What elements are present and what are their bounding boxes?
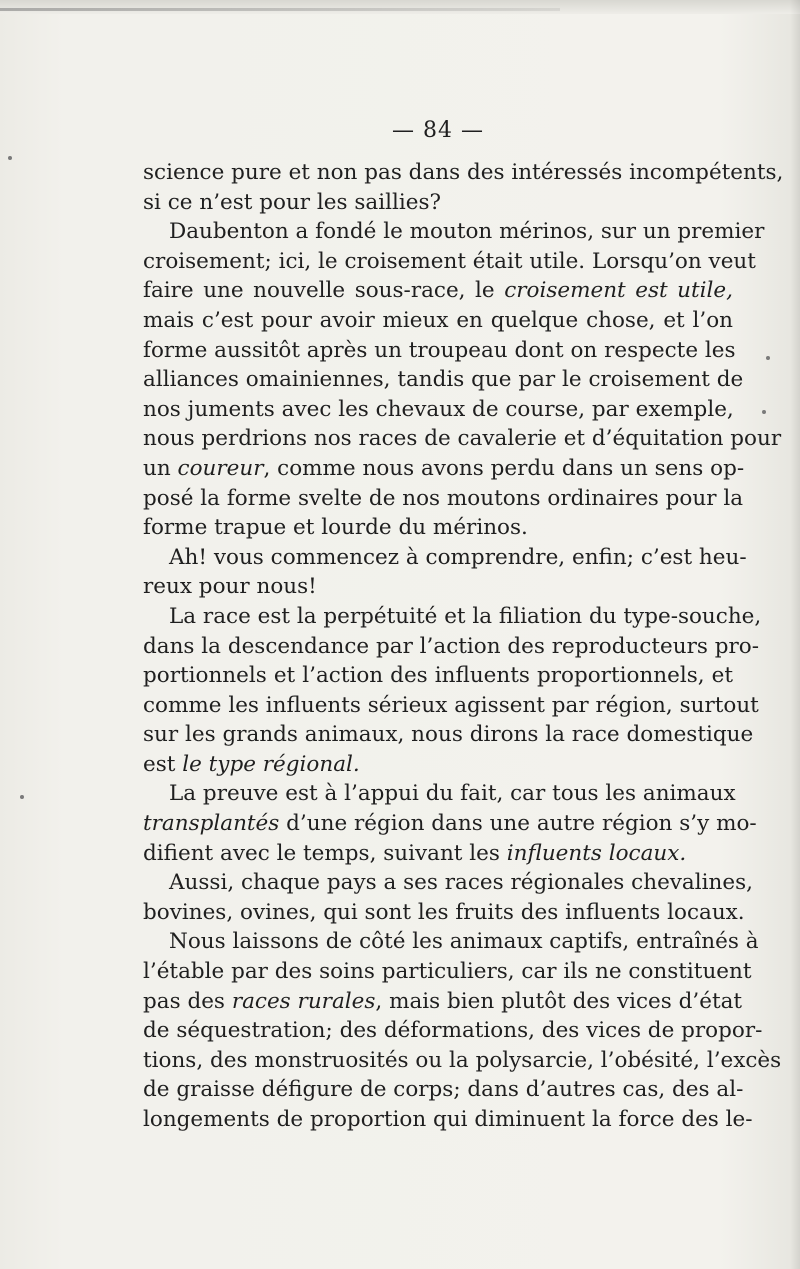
text-line: longements de proportion qui diminuent la force des le- xyxy=(143,1107,753,1132)
margin-mark xyxy=(8,156,12,160)
text-line: portionnels et l’action des influents proportionnels, et xyxy=(143,663,733,689)
text-line: de séquestration; des déformations, des vices de propor- xyxy=(143,1018,763,1044)
text-line: de graisse défigure de corps; dans d’autres cas, des al- xyxy=(143,1077,744,1103)
page-top-rule xyxy=(0,8,560,11)
text-line: tions, des monstruosités ou la polysarcie, l’obésité, l’excès xyxy=(143,1047,782,1073)
text-line: Nous laissons de côté les animaux captifs, entraînés à xyxy=(169,929,759,955)
margin-mark xyxy=(20,795,24,799)
text-run: difient avec le temps, suivant les xyxy=(143,840,507,866)
italic-run: coureur xyxy=(177,455,264,481)
text-line: reux pour nous! xyxy=(143,574,317,600)
text-run: faire une nouvelle sous-race, le xyxy=(143,278,505,304)
text-line: dans la descendance par l’action des reproducteurs pro- xyxy=(143,633,759,659)
italic-run: influents locaux. xyxy=(506,840,687,866)
text-run: pas des xyxy=(143,988,232,1014)
text-run: , mais bien plutôt des vices d’état xyxy=(375,988,743,1014)
text-run: est xyxy=(143,751,183,777)
italic-run: croisement est utile, xyxy=(504,278,733,304)
page-number: — 84 — xyxy=(392,118,484,143)
text-line: forme trapue et lourde du mérinos. xyxy=(143,515,528,541)
text-run: d’une région dans une autre région s’y mo- xyxy=(279,811,757,837)
text-line: La race est la perpétuité et la filiation du type-souche, xyxy=(169,603,762,629)
text-line xyxy=(143,750,733,780)
text-run: un xyxy=(143,455,178,481)
text-line: posé la forme svelte de nos moutons ordinaires pour la xyxy=(143,485,744,511)
text-line: Daubenton a fondé le mouton mérinos, sur un premier xyxy=(169,219,765,245)
margin-mark xyxy=(762,410,766,414)
page-top-edge xyxy=(0,0,800,14)
margin-mark xyxy=(766,356,770,360)
page-right-edge xyxy=(790,0,800,1269)
text-run: , comme nous avons perdu dans un sens op- xyxy=(263,455,745,481)
text-line: alliances omainiennes, tandis que par le croisement de xyxy=(143,367,744,393)
body-text xyxy=(143,158,784,1135)
italic-run: transplantés xyxy=(143,811,280,837)
text-line: nous perdrions nos races de cavalerie et d’équitation pour xyxy=(143,426,782,452)
text-line: nos juments avec les chevaux de course, par exemple, xyxy=(143,396,734,422)
text-line: si ce n’est pour les saillies? xyxy=(143,189,442,215)
italic-run: races rurales xyxy=(231,988,376,1014)
text-line: mais c’est pour avoir mieux en quelque chose, et l’on xyxy=(143,307,733,333)
text-line: comme les influents sérieux agissent par région, surtout xyxy=(143,692,759,718)
text-line: sur les grands animaux, nous dirons la race domestique xyxy=(143,722,754,748)
text-line: bovines, ovines, qui sont les fruits des influents locaux. xyxy=(143,899,745,925)
text-line: La preuve est à l’appui du fait, car tous les animaux xyxy=(169,781,736,807)
text-line xyxy=(143,454,745,484)
text-line: l’étable par des soins particuliers, car ils ne constituent xyxy=(143,959,752,985)
text-line xyxy=(143,809,757,839)
italic-run: le type régional. xyxy=(182,751,360,777)
text-line xyxy=(143,839,733,869)
text-line: croisement; ici, le croisement était utile. Lorsqu’on veut xyxy=(143,248,756,274)
text-line xyxy=(143,276,733,306)
text-line: Aussi, chaque pays a ses races régionales chevalines, xyxy=(169,870,753,896)
text-line: forme aussitôt après un troupeau dont on respecte les xyxy=(143,337,736,363)
text-line xyxy=(143,987,743,1017)
text-line: Ah! vous commencez à comprendre, enfin; c’est heu- xyxy=(169,544,747,570)
text-line: science pure et non pas dans des intéressés incompétents, xyxy=(143,160,784,185)
